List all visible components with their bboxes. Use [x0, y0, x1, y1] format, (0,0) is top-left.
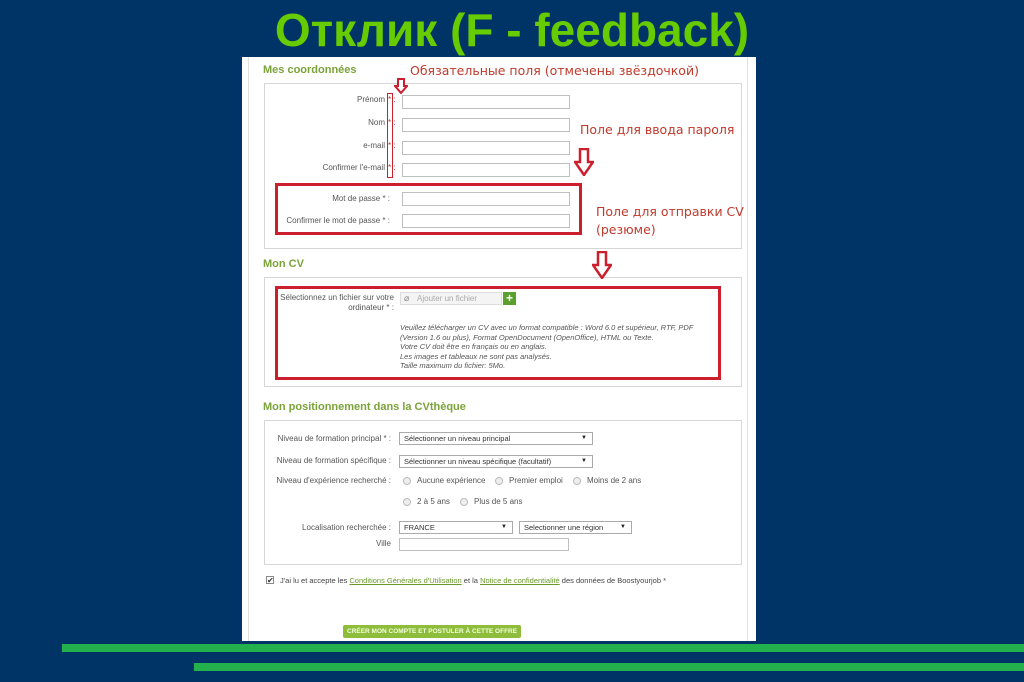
nom-input[interactable]	[402, 118, 570, 132]
annotation-cv-field	[596, 203, 744, 239]
cv-help-line: Les images et tableaux ne sont pas analysés.	[400, 351, 552, 361]
label-password: Mot de passe * :	[332, 194, 390, 203]
main-level-select[interactable]	[399, 432, 593, 445]
chevron-down-icon: ▼	[501, 524, 507, 530]
label-location: Localisation recherchée :	[302, 523, 391, 532]
annotation-cv-line1: Поле для отправки CV	[596, 204, 744, 219]
label-city: Ville	[376, 539, 391, 548]
terms-text	[280, 576, 666, 585]
label-specific-level: Niveau de formation spécifique :	[276, 456, 391, 465]
required-asterisk: * :	[388, 95, 396, 104]
cv-help-line: (Version 1.6 ou plus), Format OpenDocument (OpenOffice), HTML ou Texte.	[400, 332, 654, 342]
cv-help-line: Veuillez télécharger un CV avec un format compatible : Word 6.0 et supérieur, RTF, PDF	[400, 323, 694, 332]
terms-checkbox[interactable]: ✔	[267, 576, 274, 585]
paperclip-icon: ⌀	[404, 293, 410, 303]
region-value: Selectionner une région	[524, 523, 604, 532]
radio-label: 2 à 5 ans	[417, 497, 450, 506]
email-input[interactable]	[402, 141, 570, 155]
terms-suffix: des données de Boostyourjob *	[559, 576, 667, 585]
chevron-down-icon: ▼	[620, 524, 626, 530]
country-select[interactable]	[399, 521, 513, 534]
terms-prefix: J'ai lu et accepte les	[280, 576, 350, 585]
radio-label: Plus de 5 ans	[474, 497, 523, 506]
radio-experience-first-job[interactable]	[495, 477, 503, 485]
radio-label: Moins de 2 ans	[587, 476, 642, 485]
label-confirm-password: Confirmer le mot de passe * :	[286, 216, 390, 225]
confirm-email-input[interactable]	[402, 163, 570, 177]
annotation-cv-line2: (резюме)	[596, 222, 656, 237]
cv-help-line: Votre CV doit être en français ou en anglais.	[400, 342, 547, 351]
terms-middle: et la	[461, 576, 481, 585]
required-asterisk: * :	[388, 118, 396, 127]
annotation-required-fields: Обязательные поля (отмечены звёздочкой)	[410, 63, 699, 78]
label-main-level: Niveau de formation principal * :	[277, 434, 391, 443]
label-nom: Nom	[368, 118, 385, 127]
privacy-notice-link[interactable]: Notice de confidentialité	[480, 576, 560, 585]
password-highlight-box	[275, 183, 582, 235]
cv-highlight-box	[275, 286, 721, 380]
radio-experience-gt5[interactable]	[460, 498, 468, 506]
slide-title: Отклик (F - feedback)	[274, 4, 750, 56]
down-arrow-icon	[394, 78, 408, 94]
decorative-stripe	[62, 644, 1024, 652]
label-confirm-email: Confirmer l'e-mail	[322, 163, 385, 172]
section-title-positioning: Mon positionnement dans la CVthèque	[263, 401, 466, 413]
chevron-down-icon: ▼	[581, 458, 587, 464]
down-arrow-icon	[574, 148, 594, 176]
prenom-input[interactable]	[402, 95, 570, 109]
required-fields-highlight	[387, 93, 393, 178]
chevron-down-icon: ▼	[581, 435, 587, 441]
radio-label: Aucune expérience	[417, 476, 486, 485]
section-title-cv: Mon CV	[263, 258, 304, 270]
required-asterisk: * :	[388, 141, 396, 150]
radio-label: Premier emploi	[509, 476, 563, 485]
specific-level-select[interactable]	[399, 455, 593, 468]
cv-help-line: Taille maximum du fichier: 5Mo.	[400, 361, 506, 370]
section-title-coordinates: Mes coordonnées	[263, 64, 357, 76]
radio-experience-lt2[interactable]	[573, 477, 581, 485]
terms-of-use-link[interactable]: Conditions Générales d'Utilisation	[349, 576, 462, 585]
country-value: FRANCE	[404, 523, 435, 532]
label-prenom: Prénom	[356, 95, 385, 104]
label-cv-file-line2: ordinateur * :	[348, 303, 394, 312]
region-select[interactable]	[519, 521, 632, 534]
label-email: e-mail	[363, 141, 385, 150]
plus-icon[interactable]: +	[503, 292, 516, 305]
form-screenshot	[242, 57, 756, 641]
city-input[interactable]	[399, 538, 569, 551]
required-asterisk: * :	[388, 163, 396, 172]
label-experience: Niveau d'expérience recherché :	[276, 476, 391, 485]
label-cv-file-line1: Sélectionnez un fichier sur votre	[280, 293, 394, 302]
radio-experience-none[interactable]	[403, 477, 411, 485]
create-account-apply-button[interactable]: CRÉER MON COMPTE ET POSTULER À CETTE OFFRE	[343, 625, 521, 638]
down-arrow-icon	[592, 251, 612, 279]
add-file-label: Ajouter un fichier	[417, 294, 478, 303]
specific-level-value: Sélectionner un niveau spécifique (facultatif)	[404, 457, 552, 466]
decorative-stripe	[194, 663, 1024, 671]
main-level-value: Sélectionner un niveau principal	[404, 434, 511, 443]
annotation-password-field: Поле для ввода пароля	[580, 122, 735, 137]
radio-experience-2to5[interactable]	[403, 498, 411, 506]
